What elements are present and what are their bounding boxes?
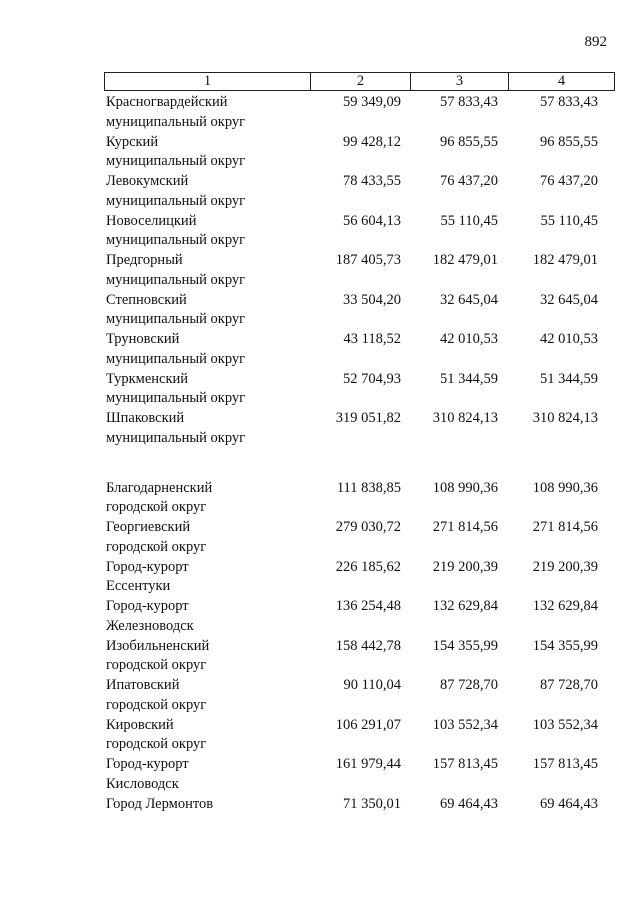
district-name-line-1: Благодарненский	[106, 479, 213, 496]
value-col-4: 87 728,70	[540, 677, 598, 693]
value-col-2: 99 428,12	[343, 133, 401, 150]
district-name	[106, 409, 306, 448]
value-col-2: 187 405,73	[335, 252, 401, 268]
district-name-line-1: Степновский	[106, 291, 187, 308]
value-col-3: 87 728,70	[440, 677, 498, 693]
district-name	[106, 597, 306, 636]
value-col-4: 96 855,55	[540, 133, 598, 150]
value-col-4: 103 552,34	[532, 716, 598, 733]
table-row	[0, 795, 640, 835]
district-name	[106, 676, 306, 715]
value-col-4: 76 437,20	[540, 173, 598, 189]
value-col-3: 182 479,01	[432, 252, 498, 268]
table-row	[0, 133, 640, 173]
value-col-4: 157 813,45	[532, 756, 598, 772]
district-name-line-2: Ессентуки	[106, 578, 171, 594]
value-col-4: 132 629,84	[532, 598, 598, 614]
table-row	[0, 597, 640, 637]
district-name-line-1: Левокумский	[106, 173, 189, 189]
value-col-2: 136 254,48	[335, 598, 401, 614]
district-name	[106, 172, 306, 211]
value-col-4: 271 814,56	[532, 519, 598, 535]
district-name-line-2: муниципальный округ	[106, 271, 246, 288]
district-name-line-2: городской округ	[106, 736, 207, 752]
value-col-3: 69 464,43	[440, 795, 498, 812]
table-row	[0, 330, 640, 370]
value-col-3: 96 855,55	[440, 133, 498, 150]
table-header	[104, 72, 615, 91]
district-name-line-2: городской округ	[106, 696, 207, 713]
table-row	[0, 370, 640, 410]
table-row	[0, 558, 640, 598]
value-col-2: 279 030,72	[335, 519, 401, 535]
value-col-4: 42 010,53	[540, 331, 598, 347]
header-col-1: 1	[105, 73, 311, 91]
value-col-2: 161 979,44	[335, 756, 401, 772]
table-row	[0, 637, 640, 677]
district-name-line-2: муниципальный округ	[106, 390, 246, 406]
table-row	[0, 676, 640, 716]
header-col-4: 4	[509, 73, 615, 91]
value-col-4: 182 479,01	[532, 252, 598, 268]
district-name-line-2: Железноводск	[106, 617, 194, 634]
table-row	[0, 172, 640, 212]
district-name-line-2: муниципальный округ	[106, 311, 246, 327]
header-col-2: 2	[311, 73, 411, 91]
district-name	[106, 330, 306, 369]
district-name-line-1: Ипатовский	[106, 677, 180, 693]
district-name	[106, 716, 306, 755]
value-col-2: 52 704,93	[343, 370, 401, 387]
district-name	[106, 479, 306, 518]
table-row	[0, 251, 640, 291]
district-name-line-1: Георгиевский	[106, 519, 191, 535]
district-name	[106, 558, 306, 597]
value-col-4: 32 645,04	[540, 291, 598, 308]
value-col-2: 56 604,13	[343, 212, 401, 229]
district-name	[106, 291, 306, 330]
table-row	[0, 409, 640, 449]
header-col-3: 3	[411, 73, 509, 91]
table-row	[0, 755, 640, 795]
district-name-line-1: Город-курорт	[106, 756, 189, 772]
district-name-line-2: городской округ	[106, 499, 207, 515]
district-name-line-2: муниципальный округ	[106, 192, 246, 209]
value-col-2: 158 442,78	[335, 637, 401, 654]
value-col-3: 55 110,45	[440, 212, 498, 229]
value-col-4: 51 344,59	[540, 370, 598, 387]
district-name	[106, 370, 306, 409]
district-name-line-2: городской округ	[106, 538, 207, 555]
district-name-line-1: Город-курорт	[106, 598, 189, 614]
value-col-4: 55 110,45	[540, 212, 598, 229]
value-col-3: 32 645,04	[440, 291, 498, 308]
table-row	[0, 479, 640, 519]
value-col-2: 33 504,20	[343, 291, 401, 308]
district-name-line-1: Труновский	[106, 331, 180, 347]
district-name	[106, 212, 306, 251]
value-col-4: 108 990,36	[532, 479, 598, 496]
district-name-line-1: Курский	[106, 133, 159, 150]
district-name-line-1: Город-курорт	[106, 558, 189, 575]
district-name-line-1: Город Лермонтов	[106, 795, 214, 812]
district-name	[106, 518, 306, 557]
district-name-line-2: муниципальный округ	[106, 232, 246, 248]
value-col-2: 71 350,01	[343, 795, 401, 812]
value-col-4: 69 464,43	[540, 795, 598, 812]
district-name-line-1: Кировский	[106, 716, 174, 733]
value-col-3: 57 833,43	[440, 94, 498, 110]
value-col-3: 310 824,13	[432, 410, 498, 426]
district-name	[106, 93, 306, 132]
district-name-line-1: Новоселицкий	[106, 212, 197, 229]
district-name	[106, 133, 306, 172]
table-row	[0, 291, 640, 331]
value-col-4: 57 833,43	[540, 94, 598, 110]
value-col-3: 154 355,99	[432, 637, 498, 654]
district-name-line-1: Туркменский	[106, 370, 189, 387]
district-name-line-1: Красногвардейский	[106, 94, 228, 110]
value-col-2: 59 349,09	[343, 94, 401, 110]
district-name	[106, 637, 306, 676]
value-col-3: 42 010,53	[440, 331, 498, 347]
value-col-2: 226 185,62	[335, 558, 401, 575]
page-number: 892	[584, 34, 607, 50]
value-col-2: 106 291,07	[335, 716, 401, 733]
header-row	[105, 73, 615, 91]
value-col-3: 271 814,56	[432, 519, 498, 535]
value-col-3: 103 552,34	[432, 716, 498, 733]
value-col-2: 78 433,55	[343, 173, 401, 189]
value-col-4: 219 200,39	[532, 558, 598, 575]
value-col-4: 154 355,99	[532, 637, 598, 654]
table-body	[0, 93, 640, 834]
value-col-3: 132 629,84	[432, 598, 498, 614]
table-row	[0, 518, 640, 558]
value-col-3: 76 437,20	[440, 173, 498, 189]
district-name	[106, 251, 306, 290]
district-name-line-2: муниципальный округ	[106, 350, 246, 367]
value-col-3: 219 200,39	[432, 558, 498, 575]
value-col-2: 319 051,82	[335, 410, 401, 426]
value-col-3: 51 344,59	[440, 370, 498, 387]
value-col-2: 43 118,52	[343, 331, 401, 347]
district-name-line-1: Изобильненский	[106, 637, 210, 654]
table-row	[0, 716, 640, 756]
district-name-line-2: Кисловодск	[106, 775, 179, 792]
value-col-4: 310 824,13	[532, 410, 598, 426]
district-name-line-2: городской округ	[106, 657, 207, 673]
district-name-line-2: муниципальный округ	[106, 153, 246, 169]
value-col-2: 111 838,85	[336, 479, 401, 496]
value-col-3: 108 990,36	[432, 479, 498, 496]
district-name-line-2: муниципальный округ	[106, 113, 246, 130]
district-name-line-2: муниципальный округ	[106, 429, 246, 446]
district-name-line-1: Шпаковский	[106, 410, 185, 426]
table-row	[0, 93, 640, 133]
value-col-3: 157 813,45	[432, 756, 498, 772]
district-name	[106, 755, 306, 794]
district-name-line-1: Предгорный	[106, 252, 183, 268]
value-col-2: 90 110,04	[343, 677, 401, 693]
table-row	[0, 212, 640, 252]
district-name	[106, 795, 306, 815]
